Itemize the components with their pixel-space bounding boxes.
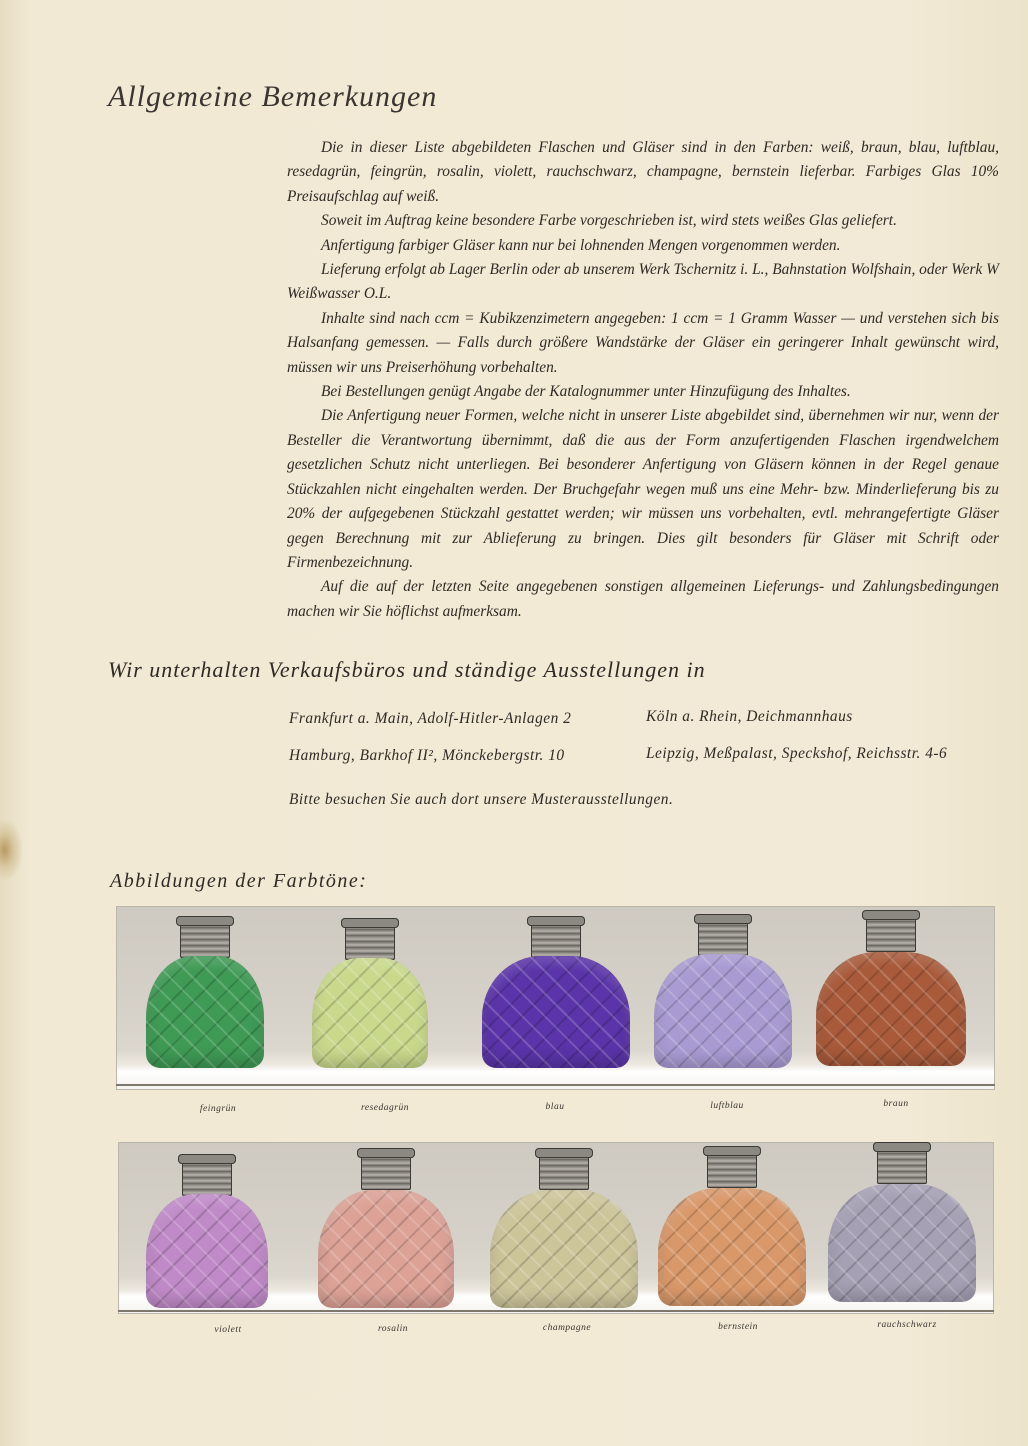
color-photo-row-2 [118, 1142, 994, 1314]
bottle-glass [312, 958, 428, 1068]
bottle-glass [318, 1190, 454, 1308]
bottle-luftblau [654, 914, 792, 1068]
bottle-violett [146, 1154, 268, 1308]
bottle-cap [361, 1148, 411, 1190]
label-braun: braun [883, 1099, 909, 1109]
label-rosalin: rosalin [377, 1324, 409, 1334]
bottle-feingruen [146, 916, 264, 1068]
paragraph-conditions: Auf die auf der letzten Seite angegebenen sonstigen allgemeinen Lieferungs- und Zahlungsbedingungen machen wir Sie höflichst aufmerksam. [287, 578, 999, 620]
bottle-blau [482, 916, 630, 1068]
bottle-glass [490, 1190, 638, 1308]
paragraph-colored-glass: Anfertigung farbiger Gläser kann nur bei lohnenden Mengen vorgenommen werden. [321, 236, 841, 254]
bottle-champagne [490, 1148, 638, 1308]
general-remarks-text [287, 136, 999, 624]
bottle-cap [531, 916, 581, 958]
bottle-cap [707, 1146, 757, 1188]
label-blau: blau [545, 1102, 565, 1112]
bottle-glass [654, 954, 792, 1068]
section-heading-general-remarks: Allgemeine Bemerkungen [108, 80, 438, 113]
paragraph-contents: Inhalte sind nach ccm = Kubikzenzimetern angegeben: 1 ccm = 1 Gramm Wasser — und verstehen sich bis Halsanfang gemessen. — Falls durch größere Wandstärke der Gläser ein geringerer Inhalt gewünscht wird, müssen wir uns Preiserhöhung vorbehalten. [287, 309, 999, 376]
bottle-glass [482, 956, 630, 1068]
bottle-braun [816, 910, 966, 1066]
office-frankfurt: Frankfurt a. Main, Adolf-Hitler-Anlagen 2 [289, 710, 572, 727]
paper-stain [0, 820, 22, 880]
paragraph-colors: Die in dieser Liste abgebildeten Flaschen und Gläser sind in den Farben: weiß, braun, blau, luftblau, resedagrün, feingrün, rosalin, violett, rauchschwarz, champagne, bernstein lieferbar. Farbiges Glas 10% Preisaufschlag auf weiß. [287, 139, 999, 205]
paragraph-orders: Bei Bestellungen genügt Angabe der Katalognummer unter Hinzufügung des Inhaltes. [321, 383, 851, 401]
label-feingruen: feingrün [199, 1104, 237, 1114]
bottle-glass [816, 952, 966, 1066]
shelf-line [116, 1084, 995, 1086]
bottle-glass [658, 1188, 806, 1306]
bottle-rosalin [318, 1148, 454, 1308]
bottle-cap [877, 1142, 927, 1184]
bottle-bernstein [658, 1146, 806, 1306]
label-rauchschwarz: rauchschwarz [877, 1320, 937, 1330]
bottle-resedagruen [312, 918, 428, 1068]
label-luftblau: luftblau [710, 1101, 744, 1111]
paragraph-new-forms: Die Anfertigung neuer Formen, welche nicht in unserer Liste abgebildet sind, übernehmen wir nur, wenn der Besteller die Verantwortung übernimmt, daß die aus der Form anzufertigenden Flaschen irgendwelchem gesetzlichen Schutz nicht unterliegen. Bei besonderer Anfertigung von Gläsern können in der Regel genaue Stückzahlen nicht eingehalten werden. Der Bruchgefahr wegen muß uns eine Mehr- bzw. Minderlieferung bis zu 20% der aufgegebenen Stückzahl gestattet werden; wir müssen uns vorbehalten, evtl. mehrangefertigte Gläser gegen Berechnung mit zur Ablieferung zu bringen. Dies gilt besonders für Gläser mit Schrift oder Firmenbezeichnung. [287, 407, 999, 571]
bottle-cap [345, 918, 395, 960]
color-photo-row-1 [116, 906, 995, 1090]
bottle-glass [146, 956, 264, 1068]
bottle-glass [828, 1184, 976, 1302]
label-resedagruen: resedagrün [361, 1103, 409, 1113]
office-leipzig: Leipzig, Meßpalast, Speckshof, Reichsstr. 4-6 [646, 745, 948, 762]
paragraph-delivery: Lieferung erfolgt ab Lager Berlin oder ab unserem Werk Tschernitz i. L., Bahnstation Wolfshain, oder Werk W Weißwasser O.L. [287, 261, 999, 303]
color-samples-heading: Abbildungen der Farbtöne: [110, 870, 368, 892]
bottle-rauchschwarz [828, 1142, 976, 1302]
label-champagne: champagne [542, 1323, 592, 1333]
office-hamburg: Hamburg, Barkhof II², Mönckebergstr. 10 [289, 747, 565, 764]
shelf-line [118, 1310, 994, 1312]
offices-heading: Wir unterhalten Verkaufsbüros und ständige Ausstellungen in [108, 657, 706, 682]
bottle-cap [866, 910, 916, 952]
label-bernstein: bernstein [718, 1322, 758, 1332]
office-koeln: Köln a. Rhein, Deichmannhaus [646, 708, 853, 725]
label-violett: violett [214, 1325, 242, 1335]
bottle-cap [539, 1148, 589, 1190]
visit-note: Bitte besuchen Sie auch dort unsere Musterausstellungen. [289, 791, 674, 808]
bottle-cap [182, 1154, 232, 1196]
bottle-cap [698, 914, 748, 956]
bottle-cap [180, 916, 230, 958]
paragraph-white-glass: Soweit im Auftrag keine besondere Farbe vorgeschrieben ist, wird stets weißes Glas geliefert. [321, 212, 897, 230]
bottle-glass [146, 1194, 268, 1308]
